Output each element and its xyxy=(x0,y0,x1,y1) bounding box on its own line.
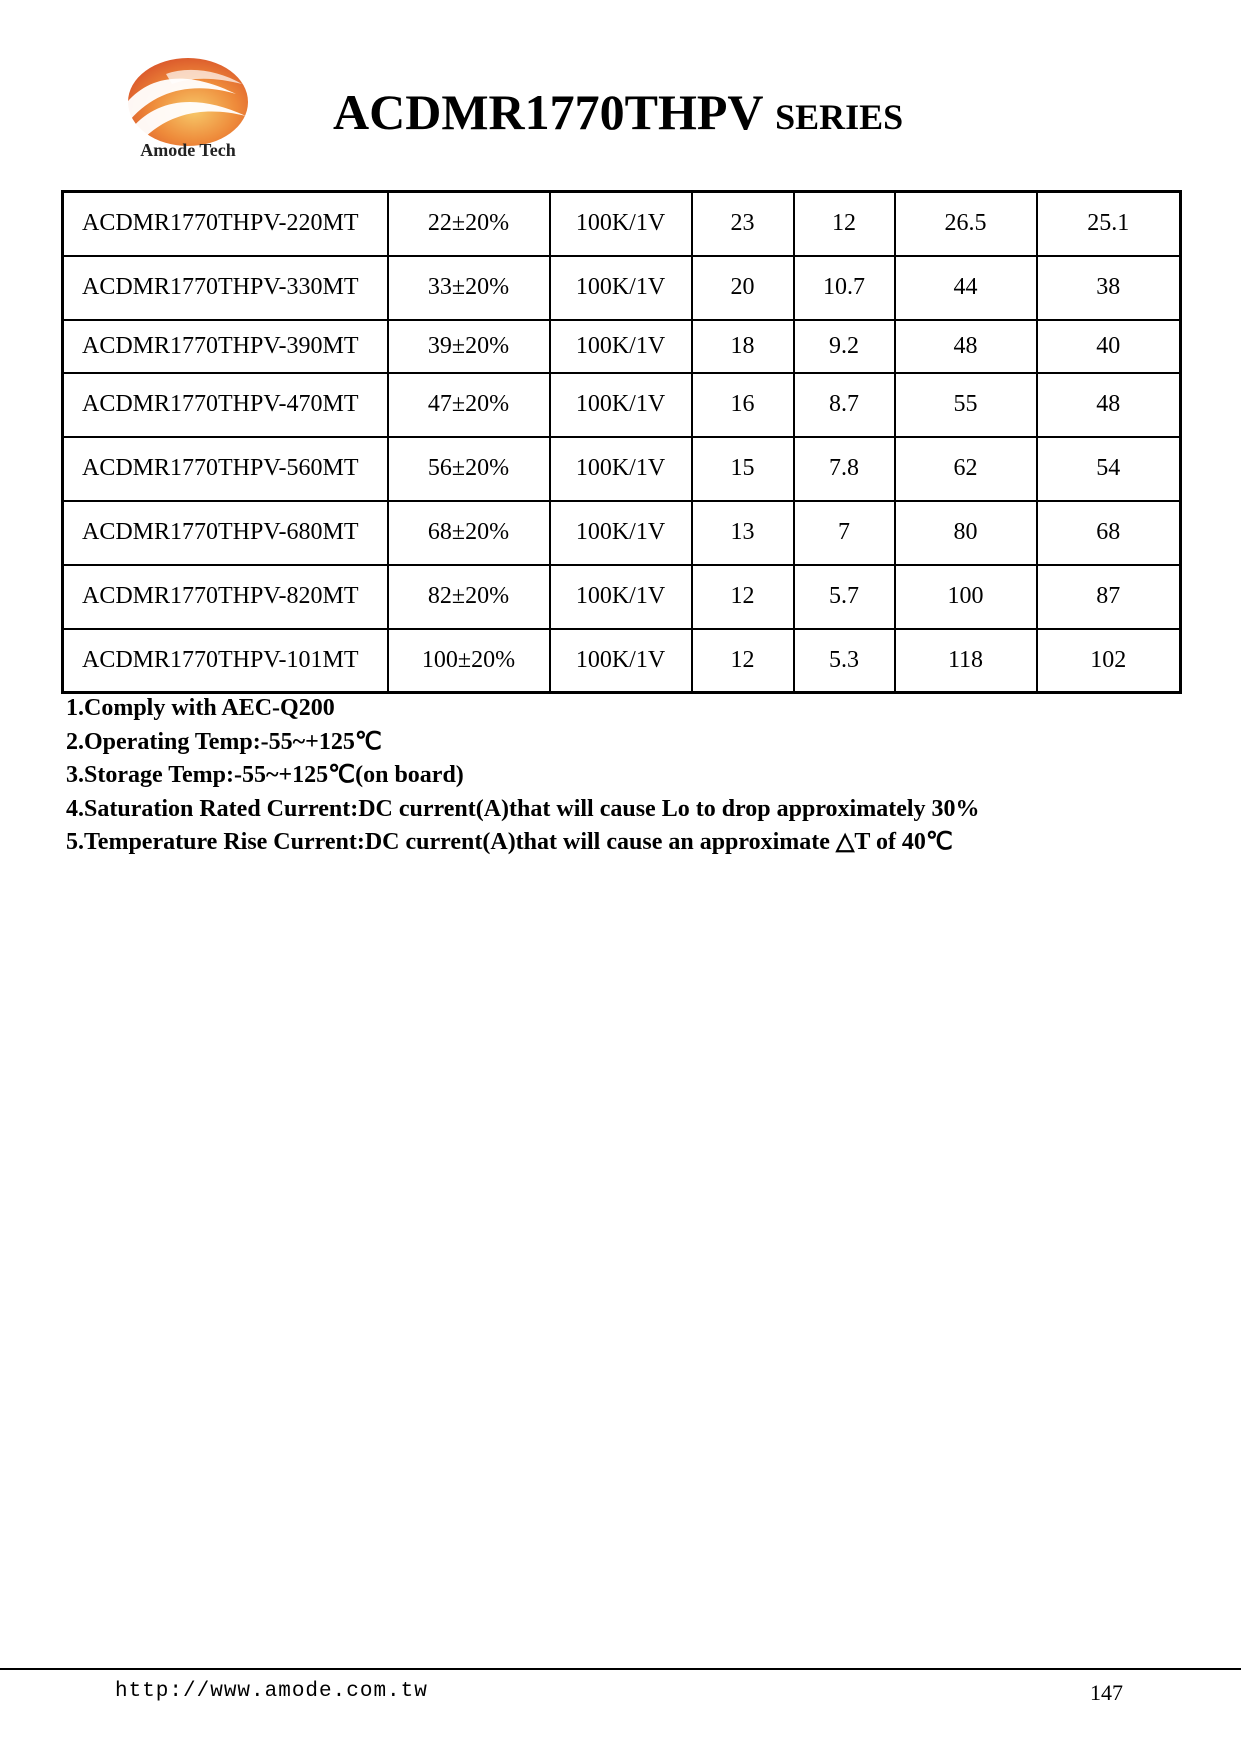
notes-list xyxy=(66,692,980,860)
page-title xyxy=(333,82,903,147)
note-storage-temp: 3.Storage Temp:-55~+125℃(on board) xyxy=(66,762,464,788)
table-row xyxy=(63,320,1181,373)
dcr-cell: 13 xyxy=(692,501,794,565)
part-number-cell: ACDMR1770THPV-330MT xyxy=(63,256,388,320)
col5-cell: 12 xyxy=(794,192,895,256)
col6-cell: 118 xyxy=(895,629,1037,693)
dcr-cell: 12 xyxy=(692,565,794,629)
footer-divider xyxy=(0,1668,1241,1670)
part-number-cell: ACDMR1770THPV-680MT xyxy=(63,501,388,565)
title-main: ACDMR1770THPV xyxy=(333,84,763,140)
footer-url: http://www.amode.com.tw xyxy=(115,1680,428,1703)
test-freq-cell: 100K/1V xyxy=(550,320,692,373)
col6-cell: 62 xyxy=(895,437,1037,501)
col7-cell: 68 xyxy=(1037,501,1181,565)
col7-cell: 40 xyxy=(1037,320,1181,373)
note-operating-temp: 2.Operating Temp:-55~+125℃ xyxy=(66,728,382,755)
col6-cell: 80 xyxy=(895,501,1037,565)
col7-cell: 87 xyxy=(1037,565,1181,629)
table-row xyxy=(63,437,1181,501)
part-number-cell: ACDMR1770THPV-220MT xyxy=(63,192,388,256)
spec-table xyxy=(61,190,1182,694)
table-row xyxy=(63,192,1181,256)
dcr-cell: 23 xyxy=(692,192,794,256)
table-row xyxy=(63,565,1181,629)
col5-cell: 7 xyxy=(794,501,895,565)
note-saturation-current: 4.Saturation Rated Current:DC current(A)that will cause Lo to drop approximately 30% xyxy=(66,795,980,822)
inductance-cell: 22±20% xyxy=(388,192,550,256)
part-number-cell: ACDMR1770THPV-820MT xyxy=(63,565,388,629)
test-freq-cell: 100K/1V xyxy=(550,192,692,256)
col5-cell: 9.2 xyxy=(794,320,895,373)
inductance-cell: 33±20% xyxy=(388,256,550,320)
col7-cell: 102 xyxy=(1037,629,1181,693)
inductance-cell: 100±20% xyxy=(388,629,550,693)
part-number-cell: ACDMR1770THPV-470MT xyxy=(63,373,388,437)
test-freq-cell: 100K/1V xyxy=(550,437,692,501)
logo-text: Amode Tech xyxy=(140,140,236,160)
inductance-cell: 68±20% xyxy=(388,501,550,565)
col5-cell: 8.7 xyxy=(794,373,895,437)
table-row xyxy=(63,629,1181,693)
test-freq-cell: 100K/1V xyxy=(550,629,692,693)
col7-cell: 38 xyxy=(1037,256,1181,320)
title-suffix: SERIES xyxy=(775,97,904,137)
dcr-cell: 15 xyxy=(692,437,794,501)
dcr-cell: 16 xyxy=(692,373,794,437)
test-freq-cell: 100K/1V xyxy=(550,501,692,565)
col5-cell: 5.7 xyxy=(794,565,895,629)
col7-cell: 54 xyxy=(1037,437,1181,501)
table-row xyxy=(63,373,1181,437)
col5-cell: 10.7 xyxy=(794,256,895,320)
col7-cell: 48 xyxy=(1037,373,1181,437)
inductance-cell: 82±20% xyxy=(388,565,550,629)
col6-cell: 26.5 xyxy=(895,192,1037,256)
dcr-cell: 20 xyxy=(692,256,794,320)
col6-cell: 44 xyxy=(895,256,1037,320)
part-number-cell: ACDMR1770THPV-101MT xyxy=(63,629,388,693)
inductance-cell: 56±20% xyxy=(388,437,550,501)
test-freq-cell: 100K/1V xyxy=(550,256,692,320)
col6-cell: 48 xyxy=(895,320,1037,373)
col5-cell: 7.8 xyxy=(794,437,895,501)
part-number-cell: ACDMR1770THPV-390MT xyxy=(63,320,388,373)
dcr-cell: 18 xyxy=(692,320,794,373)
table-row xyxy=(63,256,1181,320)
part-number-cell: ACDMR1770THPV-560MT xyxy=(63,437,388,501)
dcr-cell: 12 xyxy=(692,629,794,693)
inductance-cell: 39±20% xyxy=(388,320,550,373)
note-temp-rise-current: 5.Temperature Rise Current:DC current(A)that will cause an approximate △T of 40℃ xyxy=(66,829,953,855)
col7-cell: 25.1 xyxy=(1037,192,1181,256)
test-freq-cell: 100K/1V xyxy=(550,565,692,629)
col6-cell: 100 xyxy=(895,565,1037,629)
inductance-cell: 47±20% xyxy=(388,373,550,437)
table-row xyxy=(63,501,1181,565)
test-freq-cell: 100K/1V xyxy=(550,373,692,437)
note-aec-q200: 1.Comply with AEC-Q200 xyxy=(66,695,335,721)
page-number: 147 xyxy=(1090,1680,1123,1705)
col5-cell: 5.3 xyxy=(794,629,895,693)
col6-cell: 55 xyxy=(895,373,1037,437)
